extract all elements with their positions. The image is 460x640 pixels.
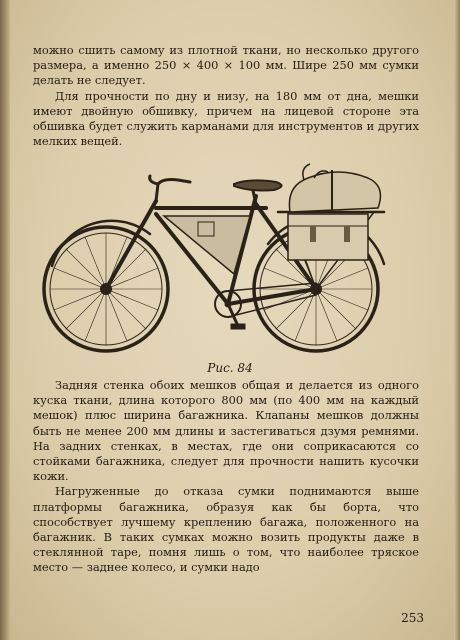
paragraph-1: можно сшить самому из плотной ткани, но несколько другого размера, а именно 250 × 400 × 100 мм. Шире 250 мм сумки делать не следует. [33, 43, 419, 88]
pannier-bag [288, 214, 368, 260]
bottom-text-block [33, 378, 419, 576]
page-edge-left [0, 0, 10, 640]
page-number: 253 [401, 611, 424, 625]
paragraph-4: Нагруженные до отказа сумки поднимаются выше платформы багажника, образуя как бы борта, что способствует лучшему креплению багажа, положенного на багажник. В таких сумках можно возить продукты даже в стеклянной таре, помня лишь о том, что наиболее тряское место — заднее колесо, и сумки надо [33, 484, 419, 575]
frame-bag [164, 216, 250, 274]
top-text-block [33, 43, 419, 149]
bicycle-illustration [38, 156, 398, 356]
page-edge-right [454, 0, 460, 640]
paragraph-2: Для прочности по дну и низу, на 180 мм от дна, мешки имеют двойную обшивку, причем на лицевой стороне эта обшивка будет служить карманами для инструментов и других мелких вещей. [33, 88, 419, 149]
figure-caption: Рис. 84 [207, 361, 253, 375]
paragraph-3: Задняя стенка обоих мешков общая и делается из одного куска ткани, длина которого 800 мм (по 400 мм на каждый мешок) плюс ширина багажника. Клапаны мешков должны быть не менее 200 мм длины и застегиваться дзумя ремнями. На задних стенках, в местах, где они соприкасаются со стойками багажника, следует для прочности нашить кусочки кожи. [33, 378, 419, 484]
